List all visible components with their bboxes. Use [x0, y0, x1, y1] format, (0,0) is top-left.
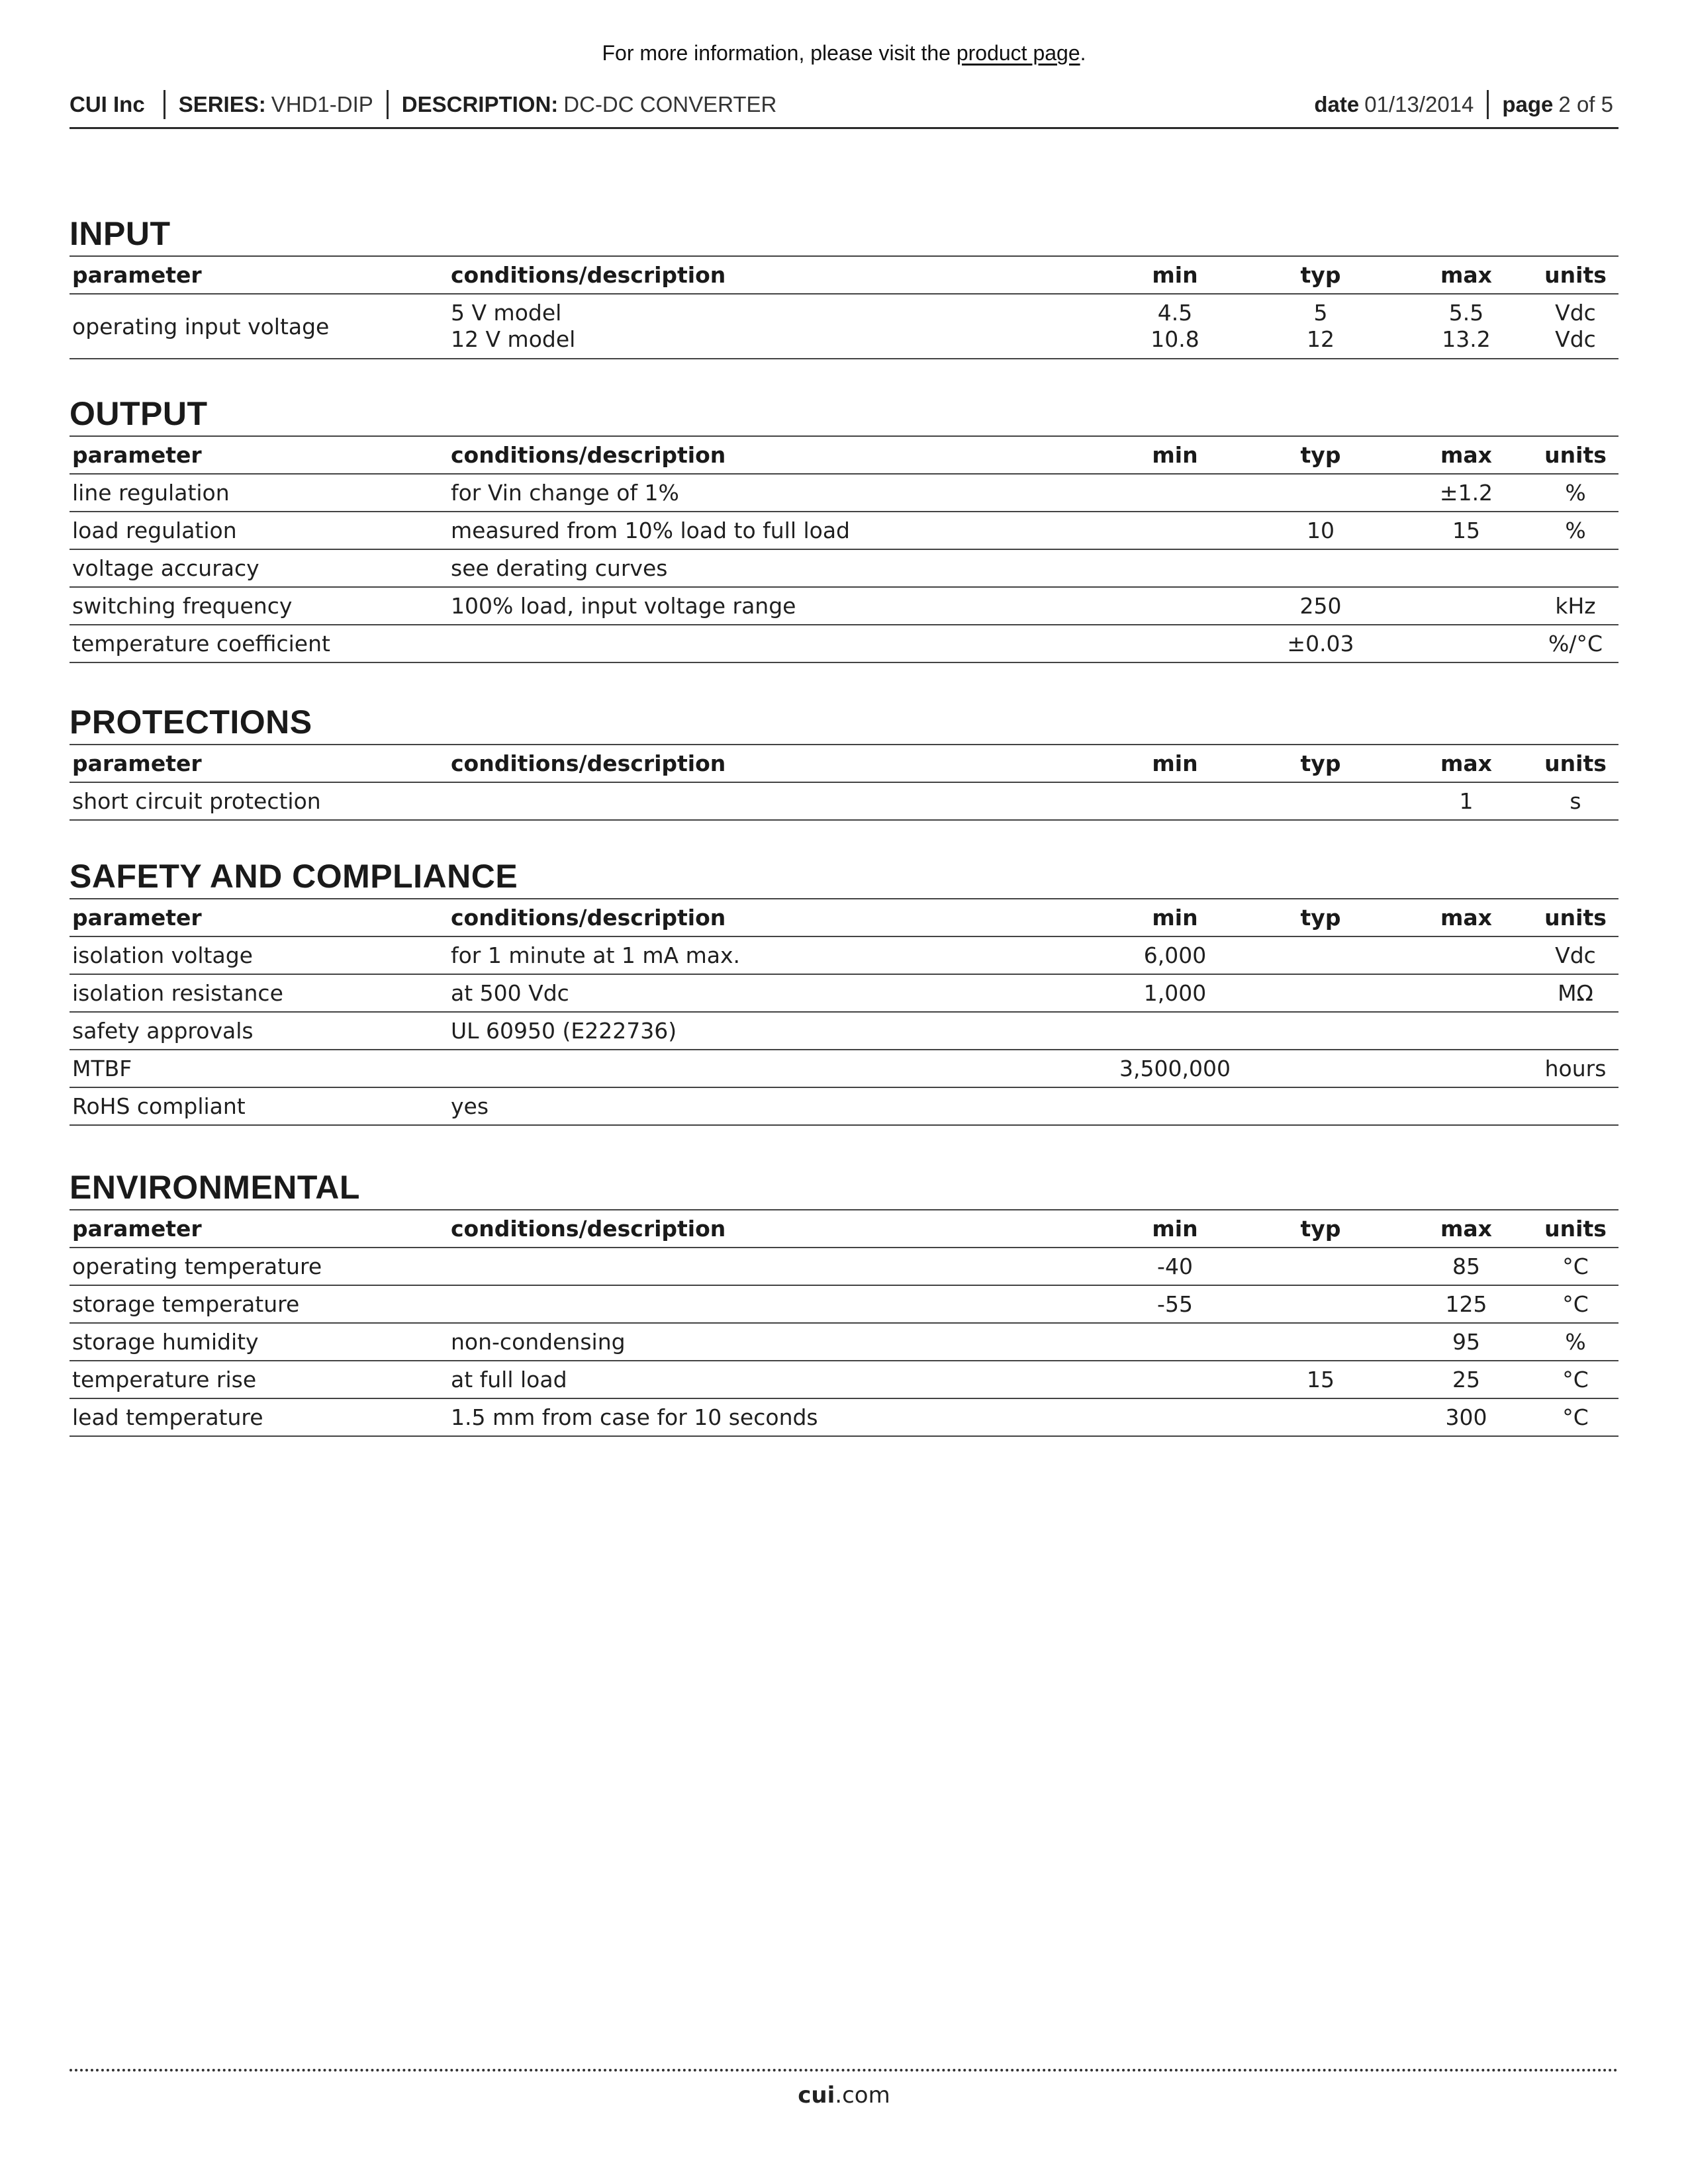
typ-cell: [1241, 936, 1400, 974]
conditions-cell: non-condensing: [448, 1323, 1109, 1361]
parameter-cell: voltage accuracy: [70, 549, 448, 587]
units-cell: °C: [1532, 1398, 1618, 1436]
series-value: VHD1-DIP: [271, 92, 373, 116]
units-cell: %: [1532, 1323, 1618, 1361]
min-cell: [1109, 512, 1241, 549]
max-cell: [1400, 1012, 1532, 1050]
max-cell: 125: [1400, 1285, 1532, 1323]
typ-cell: [1241, 1323, 1400, 1361]
header-divider: [1487, 90, 1489, 119]
typ-cell: [1241, 1285, 1400, 1323]
max-cell: [1400, 587, 1532, 625]
conditions-cell: for 1 minute at 1 mA max.: [448, 936, 1109, 974]
column-header-units: units: [1532, 899, 1618, 936]
typ-cell: [1241, 1050, 1400, 1087]
units-cell: °C: [1532, 1361, 1618, 1398]
units-cell: MΩ: [1532, 974, 1618, 1012]
table-row: [70, 782, 1618, 820]
max-cell: [1400, 936, 1532, 974]
min-cell: [1109, 474, 1241, 512]
column-header-parameter: parameter: [70, 745, 448, 782]
table-row: [70, 294, 1618, 359]
safety-compliance-table: [70, 898, 1618, 1126]
min-cell: 1,000: [1109, 974, 1241, 1012]
parameter-cell: storage temperature: [70, 1285, 448, 1323]
max-cell: 95: [1400, 1323, 1532, 1361]
parameter-cell: switching frequency: [70, 587, 448, 625]
min-cell: [1109, 625, 1241, 662]
column-header-max: max: [1400, 1210, 1532, 1248]
column-header-units: units: [1532, 745, 1618, 782]
table-row: [70, 474, 1618, 512]
max-cell: 1: [1400, 782, 1532, 820]
table-header-row: [70, 436, 1618, 474]
min-cell: [1109, 1087, 1241, 1125]
conditions-cell: UL 60950 (E222736): [448, 1012, 1109, 1050]
input-table: [70, 255, 1618, 359]
footer-domain-bold: cui: [798, 2082, 835, 2109]
parameter-cell: RoHS compliant: [70, 1087, 448, 1125]
table-row: [70, 1361, 1618, 1398]
column-header-typ: typ: [1241, 745, 1400, 782]
column-header-typ: typ: [1241, 1210, 1400, 1248]
conditions-cell: yes: [448, 1087, 1109, 1125]
column-header-parameter: parameter: [70, 899, 448, 936]
column-header-max: max: [1400, 899, 1532, 936]
document-header: [70, 87, 1618, 129]
table-header-row: [70, 256, 1618, 294]
table-row: [70, 974, 1618, 1012]
column-header-max: max: [1400, 256, 1532, 294]
min-cell: -40: [1109, 1248, 1241, 1285]
units-cell: s: [1532, 782, 1618, 820]
conditions-cell: [448, 1248, 1109, 1285]
column-header-units: units: [1532, 1210, 1618, 1248]
column-header-conditions: conditions/description: [448, 436, 1109, 474]
output-section: [70, 393, 1618, 663]
parameter-cell: storage humidity: [70, 1323, 448, 1361]
typ-cell: [1241, 549, 1400, 587]
table-row: [70, 1285, 1618, 1323]
parameter-cell: load regulation: [70, 512, 448, 549]
units-cell: hours: [1532, 1050, 1618, 1087]
column-header-min: min: [1109, 256, 1241, 294]
column-header-min: min: [1109, 745, 1241, 782]
table-row: [70, 1012, 1618, 1050]
units-cell: °C: [1532, 1248, 1618, 1285]
input-section: [70, 213, 1618, 359]
units-cell: [1532, 549, 1618, 587]
header-right: [1314, 90, 1613, 119]
units-cell: Vdc: [1532, 936, 1618, 974]
typ-cell: [1241, 1087, 1400, 1125]
table-row: [70, 587, 1618, 625]
typ-cell: 250: [1241, 587, 1400, 625]
column-header-conditions: conditions/description: [448, 1210, 1109, 1248]
column-header-units: units: [1532, 256, 1618, 294]
max-cell: ±1.2: [1400, 474, 1532, 512]
conditions-cell: at 500 Vdc: [448, 974, 1109, 1012]
typ-cell: ±0.03: [1241, 625, 1400, 662]
table-header-row: [70, 745, 1618, 782]
footer-website[interactable]: [0, 2082, 1688, 2109]
typ-cell: [1241, 474, 1400, 512]
typ-cell: [1241, 782, 1400, 820]
max-cell: [1400, 1050, 1532, 1087]
table-row: [70, 1248, 1618, 1285]
min-cell: [1109, 1323, 1241, 1361]
date-label: date: [1314, 92, 1360, 116]
max-cell: [1400, 974, 1532, 1012]
column-header-parameter: parameter: [70, 1210, 448, 1248]
section-title: ENVIRONMENTAL: [70, 1169, 360, 1206]
typ-cell: 15: [1241, 1361, 1400, 1398]
units-cell: %: [1532, 474, 1618, 512]
parameter-cell: operating temperature: [70, 1248, 448, 1285]
conditions-cell: for Vin change of 1%: [448, 474, 1109, 512]
section-title: SAFETY AND COMPLIANCE: [70, 858, 518, 895]
min-cell: 3,500,000: [1109, 1050, 1241, 1087]
max-cell: [1400, 625, 1532, 662]
min-cell: [1109, 782, 1241, 820]
table-row: [70, 1050, 1618, 1087]
column-header-typ: typ: [1241, 436, 1400, 474]
parameter-cell: temperature coefficient: [70, 625, 448, 662]
safety-compliance-section: [70, 856, 1618, 1126]
min-cell: [1109, 587, 1241, 625]
min-cell: 4.5 10.8: [1109, 294, 1241, 359]
parameter-cell: MTBF: [70, 1050, 448, 1087]
min-cell: [1109, 549, 1241, 587]
column-header-units: units: [1532, 436, 1618, 474]
max-cell: 5.5 13.2: [1400, 294, 1532, 359]
max-cell: 300: [1400, 1398, 1532, 1436]
typ-cell: [1241, 1012, 1400, 1050]
typ-cell: [1241, 974, 1400, 1012]
section-title: PROTECTIONS: [70, 704, 312, 741]
column-header-conditions: conditions/description: [448, 256, 1109, 294]
units-cell: %: [1532, 512, 1618, 549]
min-cell: -55: [1109, 1285, 1241, 1323]
column-header-conditions: conditions/description: [448, 899, 1109, 936]
page-label: page: [1502, 92, 1554, 116]
footer-domain-suffix: .com: [835, 2082, 890, 2109]
min-cell: [1109, 1012, 1241, 1050]
conditions-cell: [448, 782, 1109, 820]
date-value: 01/13/2014: [1364, 92, 1474, 116]
max-cell: 25: [1400, 1361, 1532, 1398]
table-row: [70, 512, 1618, 549]
parameter-cell: isolation resistance: [70, 974, 448, 1012]
column-header-parameter: parameter: [70, 256, 448, 294]
environmental-table: [70, 1209, 1618, 1437]
table-row: [70, 549, 1618, 587]
column-header-max: max: [1400, 745, 1532, 782]
output-table: [70, 435, 1618, 663]
description-label: DESCRIPTION:: [401, 92, 559, 116]
typ-cell: [1241, 1248, 1400, 1285]
header-divider: [164, 90, 165, 119]
table-row: [70, 1087, 1618, 1125]
column-header-max: max: [1400, 436, 1532, 474]
conditions-cell: [448, 1050, 1109, 1087]
max-cell: [1400, 1087, 1532, 1125]
parameter-cell: safety approvals: [70, 1012, 448, 1050]
units-cell: [1532, 1012, 1618, 1050]
column-header-parameter: parameter: [70, 436, 448, 474]
max-cell: 15: [1400, 512, 1532, 549]
section-title: INPUT: [70, 215, 171, 252]
company-name: CUI Inc: [70, 92, 145, 116]
footer-divider: [70, 2069, 1618, 2071]
units-cell: °C: [1532, 1285, 1618, 1323]
conditions-cell: [448, 625, 1109, 662]
notice-prefix: For more information, please visit the: [602, 41, 957, 65]
table-header-row: [70, 1210, 1618, 1248]
conditions-cell: at full load: [448, 1361, 1109, 1398]
conditions-cell: 1.5 mm from case for 10 seconds: [448, 1398, 1109, 1436]
parameter-cell: line regulation: [70, 474, 448, 512]
page-number: 2 of 5: [1558, 92, 1613, 116]
section-title: OUTPUT: [70, 395, 208, 432]
table-row: [70, 625, 1618, 662]
units-cell: kHz: [1532, 587, 1618, 625]
typ-cell: 10: [1241, 512, 1400, 549]
table-row: [70, 1398, 1618, 1436]
min-cell: [1109, 1398, 1241, 1436]
environmental-section: [70, 1167, 1618, 1437]
conditions-cell: 100% load, input voltage range: [448, 587, 1109, 625]
column-header-min: min: [1109, 899, 1241, 936]
series-label: SERIES:: [178, 92, 266, 116]
parameter-cell: lead temperature: [70, 1398, 448, 1436]
conditions-cell: [448, 1285, 1109, 1323]
units-cell: [1532, 1087, 1618, 1125]
typ-cell: 5 12: [1241, 294, 1400, 359]
parameter-cell: operating input voltage: [70, 294, 448, 359]
table-row: [70, 1323, 1618, 1361]
units-cell: Vdc Vdc: [1532, 294, 1618, 359]
column-header-conditions: conditions/description: [448, 745, 1109, 782]
units-cell: %/°C: [1532, 625, 1618, 662]
description-value: DC-DC CONVERTER: [563, 92, 777, 116]
parameter-cell: short circuit protection: [70, 782, 448, 820]
max-cell: [1400, 549, 1532, 587]
max-cell: 85: [1400, 1248, 1532, 1285]
product-page-link[interactable]: product page: [956, 41, 1080, 65]
column-header-min: min: [1109, 436, 1241, 474]
conditions-cell: 5 V model 12 V model: [448, 294, 1109, 359]
min-cell: [1109, 1361, 1241, 1398]
table-header-row: [70, 899, 1618, 936]
header-divider: [387, 90, 389, 119]
column-header-typ: typ: [1241, 256, 1400, 294]
column-header-typ: typ: [1241, 899, 1400, 936]
typ-cell: [1241, 1398, 1400, 1436]
protections-table: [70, 744, 1618, 821]
conditions-cell: see derating curves: [448, 549, 1109, 587]
conditions-cell: measured from 10% load to full load: [448, 512, 1109, 549]
header-left: [70, 90, 776, 119]
table-row: [70, 936, 1618, 974]
parameter-cell: temperature rise: [70, 1361, 448, 1398]
min-cell: 6,000: [1109, 936, 1241, 974]
protections-section: [70, 702, 1618, 821]
product-info-notice: [0, 41, 1688, 66]
column-header-min: min: [1109, 1210, 1241, 1248]
parameter-cell: isolation voltage: [70, 936, 448, 974]
notice-suffix: .: [1080, 41, 1086, 65]
